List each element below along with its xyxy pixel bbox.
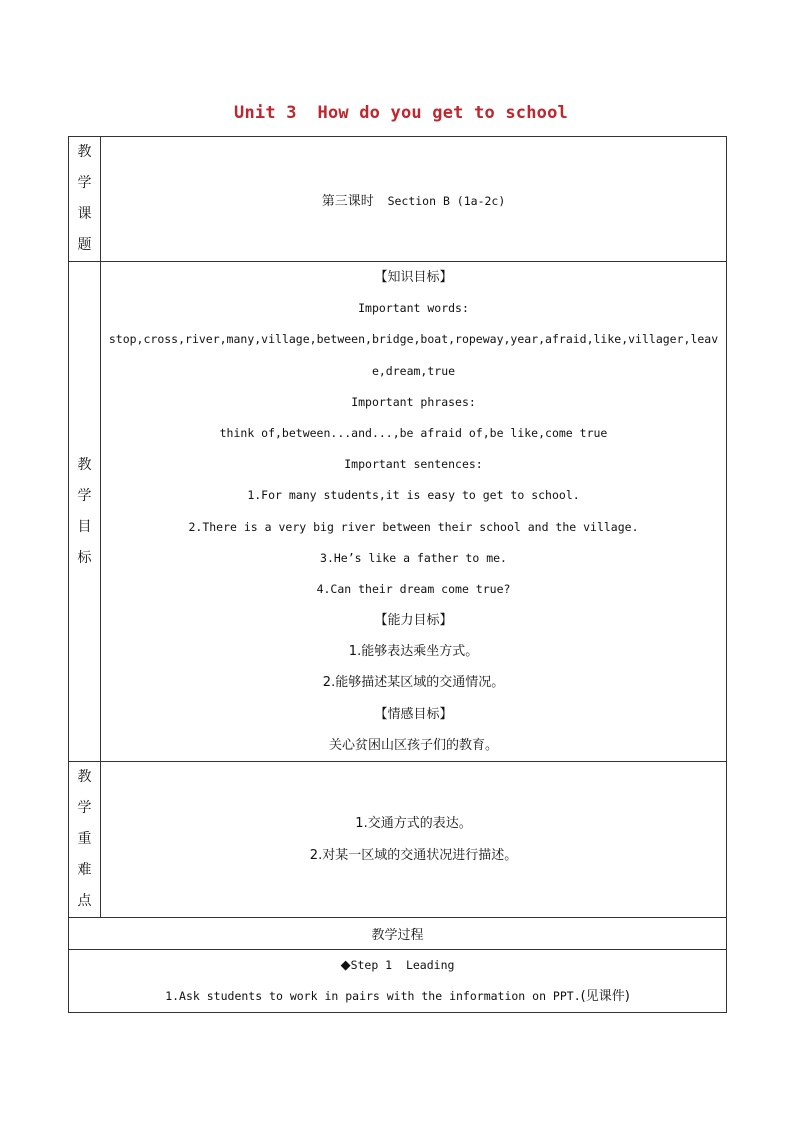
knowledge-heading: 【知识目标】 [374,270,453,285]
objectives-label-cell [69,262,101,762]
words-list: stop,cross,river,many,village,between,bridge,boat,ropeway,year,afraid,like,villager,leave,dream,true [108,332,719,378]
topic-section: Section B (1a-2c) [373,193,506,208]
sentence-item: 3.He’s like a father to me. [320,550,507,565]
label-char: 重 [77,831,92,848]
step-title-line [69,950,726,981]
key-points-label [69,762,100,917]
phrases-heading: Important phrases: [351,394,476,409]
key-point-item: 2.对某一区域的交通状况进行描述。 [309,847,518,863]
key-points-content [101,762,727,918]
ability-item: 2.能够描述某区域的交通情况。 [322,675,505,691]
lesson-plan-table [68,136,727,1013]
label-char: 学 [77,175,92,191]
topic-row [69,137,727,262]
sentence-item: 1.For many students,it is easy to get to school. [247,488,580,503]
step-item-text: 1.Ask students to work in pairs with the information on PPT. [165,989,581,1004]
emotion-heading: 【情感目标】 [374,706,453,722]
sentence-item: 4.Can their dream come true? [316,581,511,596]
diamond-icon: ◆ [340,958,351,974]
topic-label-cell [69,137,101,262]
key-points-row [69,762,727,918]
topic-lesson-number: 第三课时 [321,193,374,209]
process-heading-row [69,918,727,950]
label-char: 目 [77,518,92,535]
key-points-label-cell [69,762,101,918]
sentence-item: 2.There is a very big river between their school and the village. [188,519,639,534]
words-heading: Important words: [358,301,469,316]
objectives-row [69,262,727,762]
label-char: 标 [77,549,92,566]
topic-content [101,137,727,262]
label-char: 点 [77,893,92,910]
step-title: Step 1 Leading [350,958,455,973]
label-char: 学 [77,487,92,504]
label-char: 课 [77,206,92,222]
label-char: 教 [77,144,92,160]
ability-item: 1.能够表达乘坐方式。 [348,644,479,660]
emotion-item: 关心贫困山区孩子们的教育。 [328,737,498,753]
step-row [69,950,727,1013]
page-title: Unit 3 How do you get to school [234,103,568,123]
label-char: 难 [77,862,92,879]
step-content [69,950,727,1013]
step-item-note: (见课件) [580,989,630,1005]
process-heading: 教学过程 [69,918,727,950]
sentences-heading: Important sentences: [344,457,483,472]
objectives-content [101,262,727,762]
ability-heading: 【能力目标】 [374,613,453,629]
step-item-line [69,981,726,1012]
label-char: 题 [77,237,92,253]
label-char: 教 [77,456,92,473]
label-char: 学 [77,800,92,817]
phrases-list: think of,between...and...,be afraid of,be like,come true [219,425,608,440]
topic-label [69,137,100,261]
key-point-item: 1.交通方式的表达。 [355,816,472,832]
label-char: 教 [77,769,92,786]
objectives-label [69,450,100,574]
